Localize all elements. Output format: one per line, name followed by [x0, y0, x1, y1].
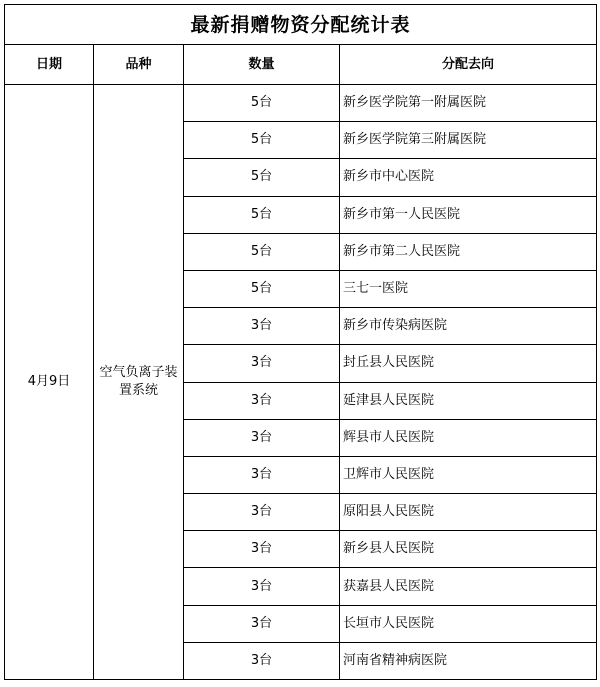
distribution-table — [4, 4, 597, 680]
quantity-cell: 5台 — [184, 270, 340, 307]
header-quantity: 数量 — [184, 45, 340, 85]
quantity-cell: 3台 — [184, 605, 340, 642]
destination-cell: 获嘉县人民医院 — [340, 568, 597, 605]
header-destination: 分配去向 — [340, 45, 597, 85]
quantity-cell: 5台 — [184, 159, 340, 196]
destination-cell: 卫辉市人民医院 — [340, 456, 597, 493]
quantity-cell: 3台 — [184, 531, 340, 568]
date-cell: 4月9日 — [5, 85, 94, 680]
header-row — [5, 45, 597, 85]
destination-cell: 延津县人民医院 — [340, 382, 597, 419]
quantity-cell: 3台 — [184, 568, 340, 605]
variety-cell: 空气负离子装置系统 — [94, 85, 184, 680]
destination-cell: 长垣市人民医院 — [340, 605, 597, 642]
table-title: 最新捐赠物资分配统计表 — [5, 5, 597, 45]
quantity-cell: 5台 — [184, 233, 340, 270]
destination-cell: 原阳县人民医院 — [340, 494, 597, 531]
quantity-cell: 3台 — [184, 494, 340, 531]
destination-cell: 辉县市人民医院 — [340, 419, 597, 456]
destination-cell: 新乡市中心医院 — [340, 159, 597, 196]
table-body — [5, 85, 597, 680]
destination-cell: 新乡医学院第一附属医院 — [340, 85, 597, 122]
destination-cell: 三七一医院 — [340, 270, 597, 307]
quantity-cell: 5台 — [184, 85, 340, 122]
quantity-cell: 5台 — [184, 196, 340, 233]
quantity-cell: 5台 — [184, 122, 340, 159]
quantity-cell: 3台 — [184, 308, 340, 345]
destination-cell: 新乡市第一人民医院 — [340, 196, 597, 233]
destination-cell: 新乡市第二人民医院 — [340, 233, 597, 270]
destination-cell: 新乡市传染病医院 — [340, 308, 597, 345]
destination-cell: 新乡县人民医院 — [340, 531, 597, 568]
quantity-cell: 3台 — [184, 456, 340, 493]
header-date: 日期 — [5, 45, 94, 85]
table-row — [5, 85, 597, 122]
destination-cell: 新乡医学院第三附属医院 — [340, 122, 597, 159]
destination-cell: 封丘县人民医院 — [340, 345, 597, 382]
header-variety: 品种 — [94, 45, 184, 85]
quantity-cell: 3台 — [184, 345, 340, 382]
quantity-cell: 3台 — [184, 419, 340, 456]
destination-cell: 河南省精神病医院 — [340, 642, 597, 679]
quantity-cell: 3台 — [184, 642, 340, 679]
quantity-cell: 3台 — [184, 382, 340, 419]
title-row — [5, 5, 597, 45]
